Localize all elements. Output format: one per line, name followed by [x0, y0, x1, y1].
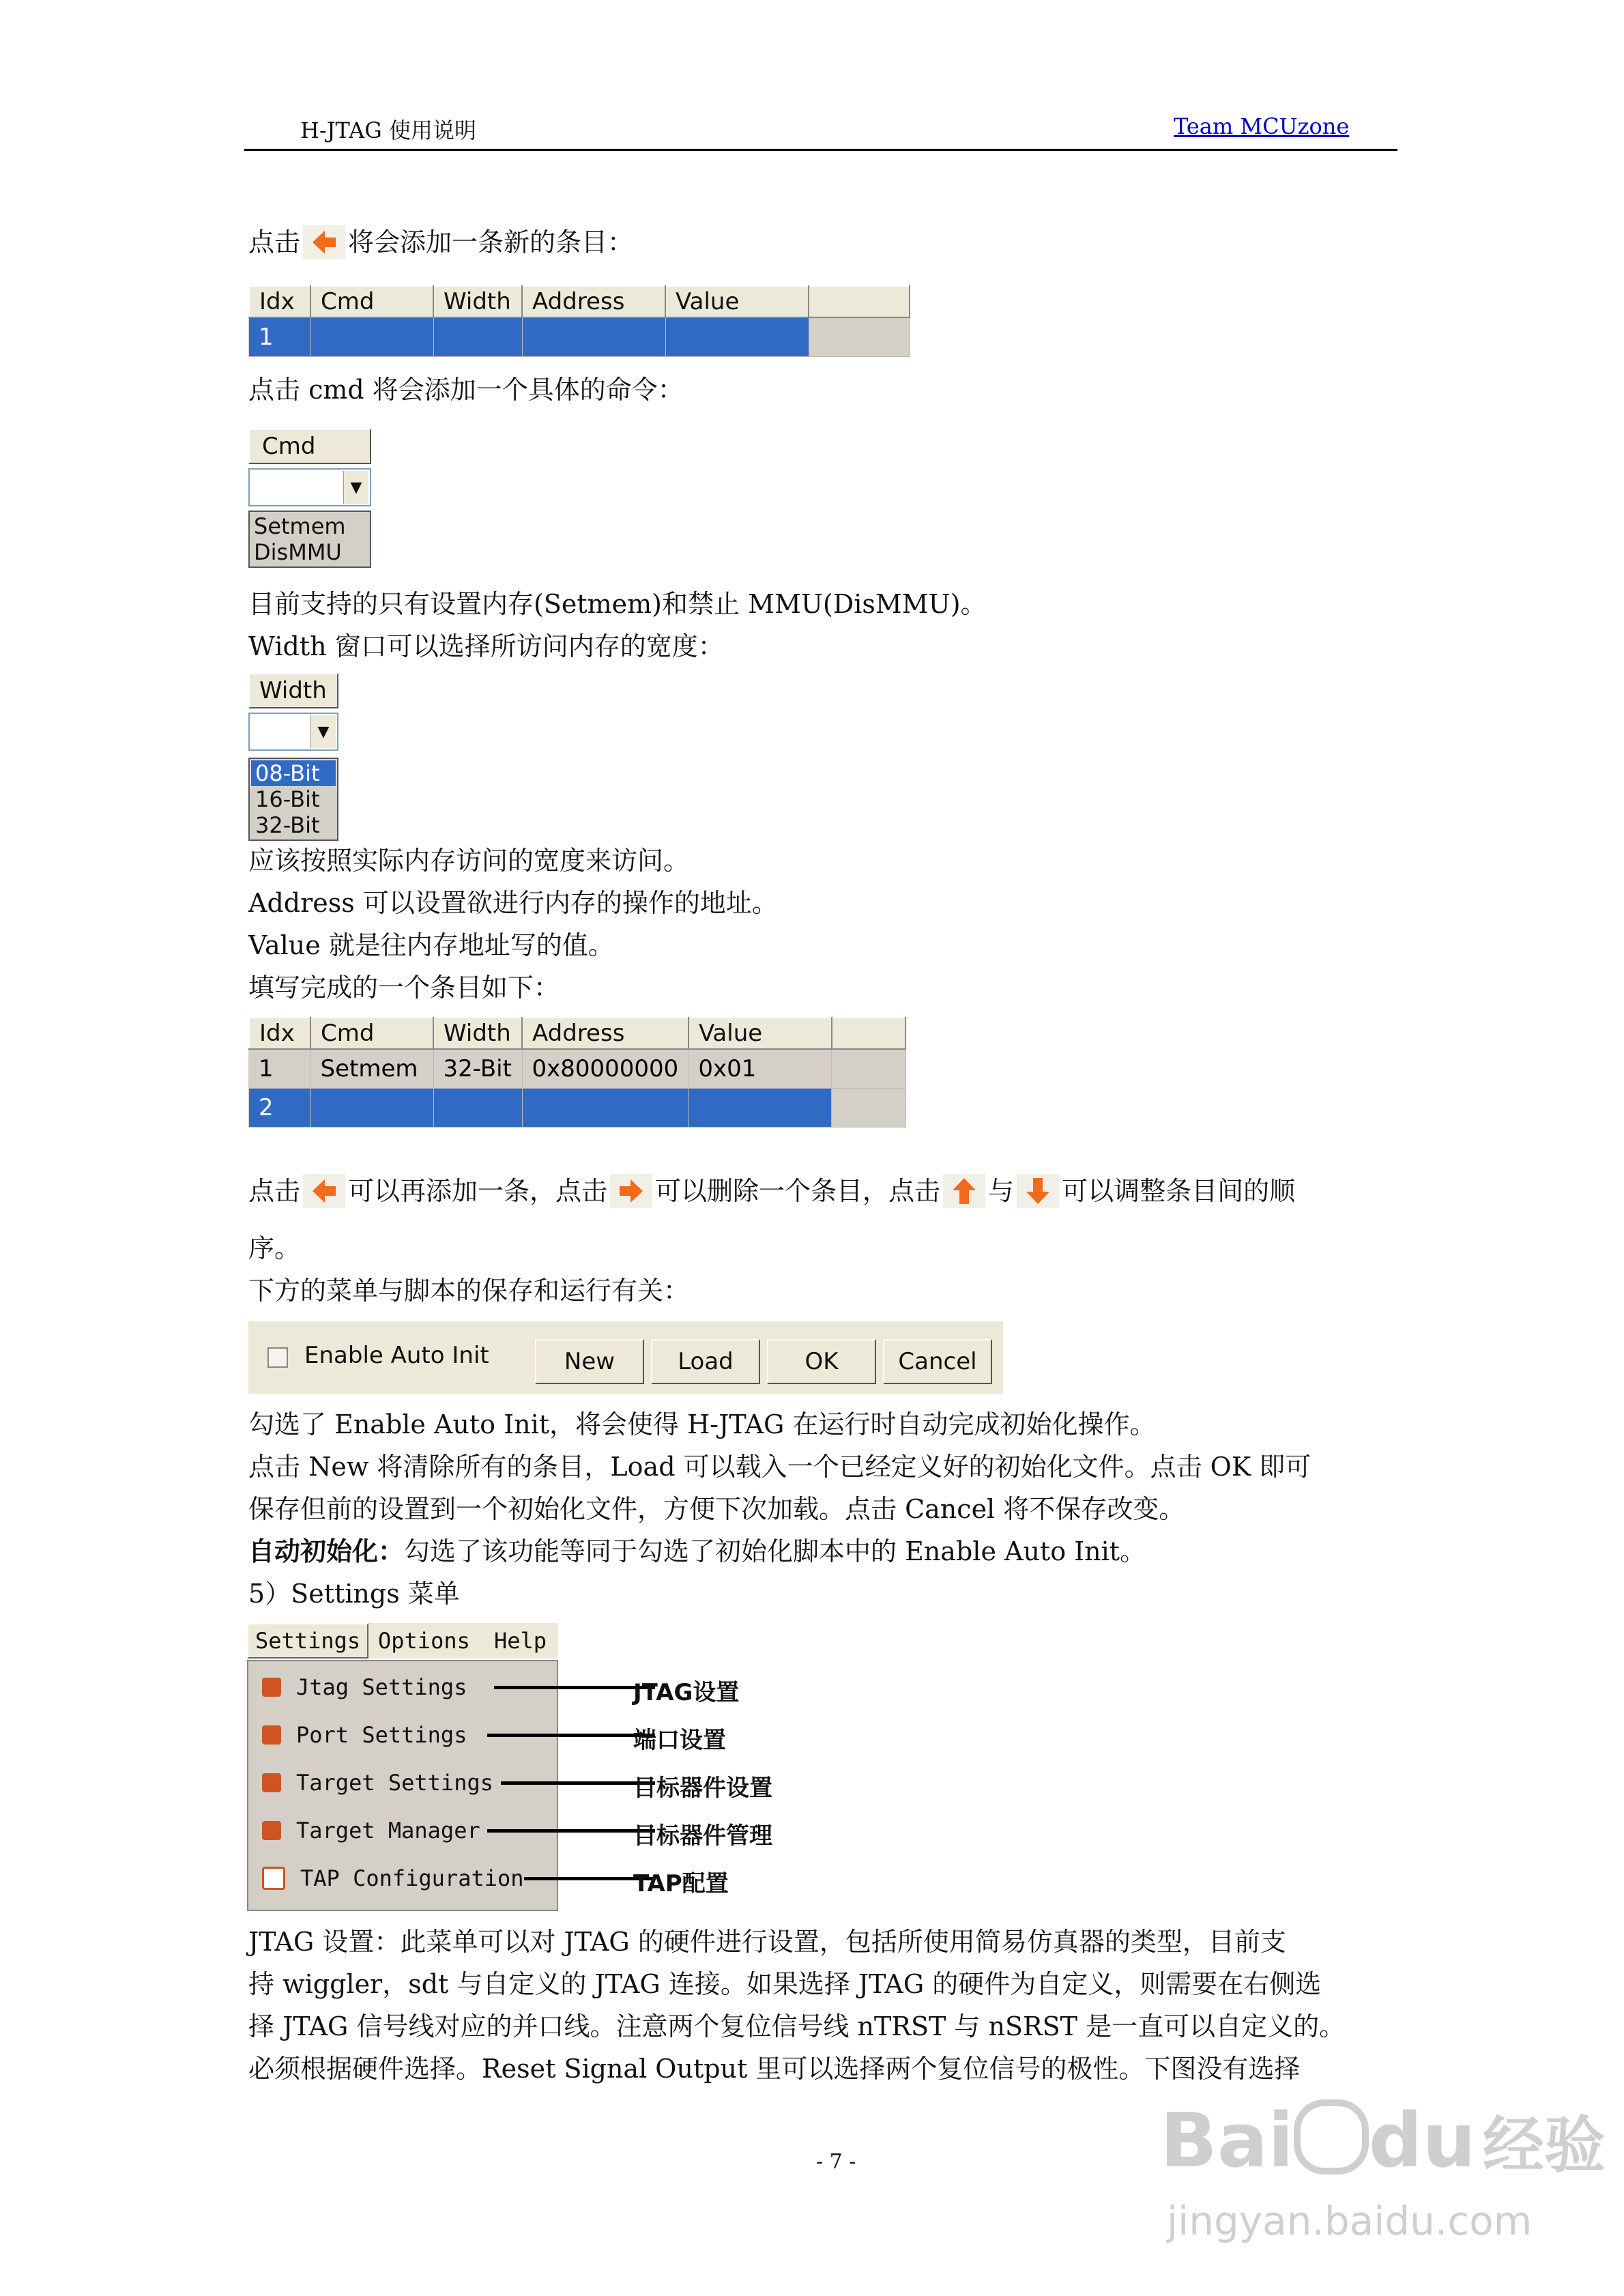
col-width[interactable]: Width: [433, 1018, 522, 1049]
header-link[interactable]: Team MCUzone: [1174, 113, 1350, 139]
callout-port: 端口设置: [633, 1727, 726, 1754]
body-line-2: 持 wiggler，sdt 与自定义的 JTAG 连接。如果选择 JTAG 的硬件为自定义，则需要在右侧选: [248, 1969, 1322, 1999]
section-title: 5）Settings 菜单: [248, 1579, 460, 1609]
header-left: H-JTAG 使用说明: [300, 117, 476, 143]
menu-settings[interactable]: Settings: [247, 1623, 368, 1659]
width-option[interactable]: 16-Bit: [255, 786, 320, 812]
col-address[interactable]: Address: [522, 1018, 688, 1049]
menu-item-tap-configuration[interactable]: TAP Configuration: [262, 1859, 524, 1897]
target-manager-icon: [262, 1821, 281, 1840]
menu-item-target-settings[interactable]: Target Settings: [262, 1764, 493, 1802]
baidu-jingyan-watermark: Bai du 经验 jingyan.baidu.com: [1160, 2097, 1606, 2244]
init-table-filled: [248, 1017, 906, 1128]
init-toolbar: [248, 1321, 1003, 1394]
chevron-down-icon[interactable]: ▼: [310, 715, 336, 748]
menu-bar: [247, 1623, 558, 1659]
width-option-list[interactable]: [248, 758, 338, 841]
text-value: Value 就是往内存地址写的值。: [248, 930, 614, 960]
settings-dropdown: [247, 1660, 558, 1911]
text-arrow-buttons: 点击 可以再添加一条，点击 可以删除一个条目，点击 与 可以调整条目间的顺: [248, 1174, 1295, 1208]
text-menu-intro: 下方的菜单与脚本的保存和运行有关：: [248, 1276, 690, 1306]
text-width-advice: 应该按照实际内存访问的宽度来访问。: [248, 846, 690, 876]
port-settings-icon: [262, 1725, 281, 1745]
text-cmd: 点击 cmd 将会添加一个具体的命令：: [248, 375, 684, 405]
table-row[interactable]: 1 Setmem 32-Bit 0x80000000 0x01: [249, 1049, 905, 1089]
menu-item-port-settings[interactable]: Port Settings: [262, 1716, 467, 1754]
body-line-1: JTAG 设置：此菜单可以对 JTAG 的硬件进行设置，包括所使用简易仿真器的类型，目前支: [248, 1927, 1286, 1957]
cmd-option-list[interactable]: [248, 511, 371, 568]
text-add-entry: 点击 将会添加一条新的条目：: [248, 225, 633, 259]
text-order-end: 序。: [248, 1233, 301, 1263]
ok-button[interactable]: OK: [767, 1339, 876, 1384]
width-widget: [248, 673, 338, 841]
cmd-header[interactable]: Cmd: [248, 429, 371, 464]
callout-target-manager: 目标器件管理: [633, 1822, 772, 1850]
callout-jtag: JTAG设置: [633, 1679, 740, 1706]
enable-auto-init-checkbox[interactable]: [267, 1347, 288, 1368]
callout-target-settings: 目标器件设置: [633, 1775, 772, 1802]
col-address[interactable]: Address: [522, 286, 665, 317]
leader-line: [501, 1781, 655, 1785]
col-value[interactable]: Value: [665, 286, 809, 317]
menu-item-target-manager[interactable]: Target Manager: [262, 1811, 480, 1850]
enable-auto-init-label[interactable]: Enable Auto Init: [304, 1342, 489, 1369]
jtag-settings-icon: [262, 1678, 281, 1697]
load-button[interactable]: Load: [651, 1339, 760, 1384]
callout-tap: TAP配置: [633, 1870, 729, 1897]
col-value[interactable]: Value: [688, 1018, 832, 1049]
para-new-load-ok-1: 点击 New 将清除所有的条目，Load 可以载入一个已经定义好的初始化文件。点击 OK 即可: [248, 1452, 1311, 1482]
page-number: - 7 -: [816, 2150, 856, 2174]
settings-menu: [247, 1623, 793, 1912]
chevron-down-icon[interactable]: ▼: [343, 471, 368, 504]
col-idx[interactable]: Idx: [249, 286, 310, 317]
delete-entry-icon[interactable]: [610, 1174, 652, 1208]
cmd-option[interactable]: Setmem: [254, 513, 346, 539]
leader-line: [487, 1829, 655, 1833]
col-idx[interactable]: Idx: [249, 1018, 310, 1049]
move-down-icon[interactable]: [1017, 1174, 1059, 1208]
width-header[interactable]: Width: [248, 673, 338, 708]
col-width[interactable]: Width: [433, 286, 522, 317]
width-combo[interactable]: [248, 713, 338, 751]
para-auto-init: 自动初始化：勾选了该功能等同于勾选了初始化脚本中的 Enable Auto Init。: [248, 1536, 1146, 1566]
add-entry-icon[interactable]: [303, 1174, 345, 1208]
body-line-4: 必须根据硬件选择。Reset Signal Output 里可以选择两个复位信号的极性。下图没有选择: [248, 2054, 1301, 2084]
menu-item-jtag-settings[interactable]: Jtag Settings: [262, 1668, 467, 1706]
header-rule: [244, 149, 1397, 151]
text-width-window: Width 窗口可以选择所访问内存的宽度：: [248, 631, 724, 661]
para-new-load-ok-2: 保存但前的设置到一个初始化文件，方便下次加载。点击 Cancel 将不保存改变。: [248, 1494, 1185, 1524]
new-button[interactable]: New: [535, 1339, 644, 1384]
paw-icon: [1294, 2099, 1369, 2175]
menu-options[interactable]: Options: [378, 1628, 470, 1654]
init-table-empty: [248, 285, 910, 357]
table-row[interactable]: 2: [249, 1089, 905, 1128]
cmd-option[interactable]: DisMMU: [254, 539, 342, 565]
menu-help[interactable]: Help: [494, 1628, 547, 1654]
text-completed-entry: 填写完成的一个条目如下：: [248, 973, 560, 1003]
cmd-widget: [248, 429, 371, 568]
move-up-icon[interactable]: [943, 1174, 985, 1208]
cmd-combo[interactable]: [248, 468, 371, 506]
col-cmd[interactable]: Cmd: [310, 286, 433, 317]
para-enable-auto-init: 勾选了 Enable Auto Init，将会使得 H-JTAG 在运行时自动完成初始化操作。: [248, 1409, 1156, 1439]
width-option[interactable]: 32-Bit: [255, 812, 320, 838]
add-entry-icon[interactable]: [303, 225, 345, 259]
target-settings-icon: [262, 1773, 281, 1792]
col-cmd[interactable]: Cmd: [310, 1018, 433, 1049]
leader-line: [494, 1686, 655, 1689]
text-address: Address 可以设置欲进行内存的操作的地址。: [248, 888, 778, 918]
body-line-3: 择 JTAG 信号线对应的并口线。注意两个复位信号线 nTRST 与 nSRST 是一直可以自定义的。: [248, 2011, 1346, 2041]
leader-line: [487, 1734, 655, 1737]
width-option-selected[interactable]: 08-Bit: [251, 760, 336, 786]
text-supported-cmds: 目前支持的只有设置内存(Setmem)和禁止 MMU(DisMMU)。: [248, 589, 987, 619]
table-row[interactable]: 1: [249, 317, 910, 357]
cancel-button[interactable]: Cancel: [883, 1339, 992, 1384]
tap-configuration-icon: [262, 1867, 285, 1890]
